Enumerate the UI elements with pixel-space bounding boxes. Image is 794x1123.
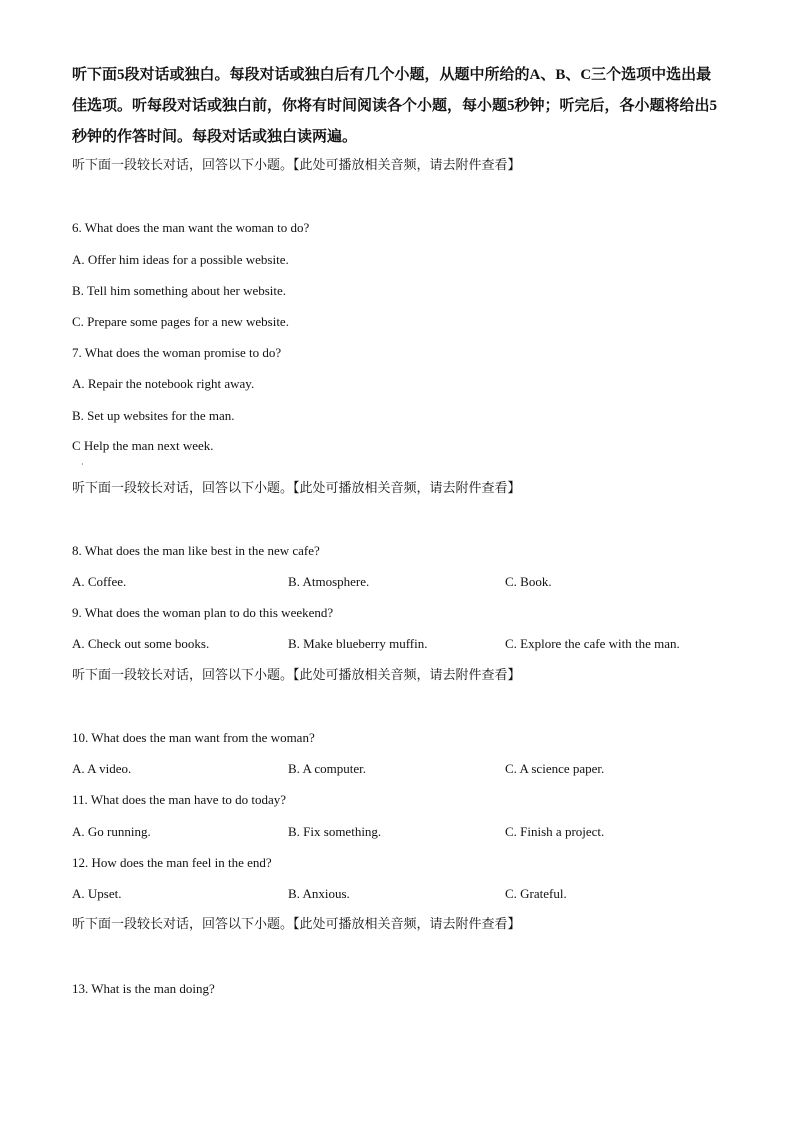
question-8-option-c: C. Book. (505, 574, 552, 589)
question-11-option-b: B. Fix something. (288, 824, 382, 839)
section-note-3: 听下面一段较长对话，回答以下小题。【此处可播放相关音频，请去附件查看】 (72, 668, 521, 683)
question-10-option-a: A. A video. (72, 761, 132, 776)
stray-dot-mark: · (81, 460, 84, 469)
question-11-option-c: C. Finish a project. (505, 824, 605, 839)
question-6-option-a: A. Offer him ideas for a possible website. (72, 252, 289, 267)
question-7-option-a: A. Repair the notebook right away. (72, 376, 255, 391)
question-6-option-b: B. Tell him something about her website. (72, 283, 287, 298)
question-9: 9. What does the woman plan to do this weekend? (72, 605, 334, 620)
question-10: 10. What does the man want from the woman? (72, 730, 315, 745)
question-10-option-b: B. A computer. (288, 761, 366, 776)
question-9-option-c: C. Explore the cafe with the man. (505, 636, 680, 651)
question-12-option-a: A. Upset. (72, 886, 122, 901)
section-note-4: 听下面一段较长对话，回答以下小题。【此处可播放相关音频，请去附件查看】 (72, 917, 521, 932)
section-note-2: 听下面一段较长对话，回答以下小题。【此处可播放相关音频，请去附件查看】 (72, 481, 521, 496)
question-8-option-a: A. Coffee. (72, 574, 127, 589)
question-12-option-c: C. Grateful. (505, 886, 567, 901)
question-11-option-a: A. Go running. (72, 824, 151, 839)
question-7-option-b: B. Set up websites for the man. (72, 408, 235, 423)
question-13: 13. What is the man doing? (72, 981, 215, 996)
question-6: 6. What does the man want the woman to do? (72, 220, 310, 235)
question-8-option-b: B. Atmosphere. (288, 574, 370, 589)
question-12-option-b: B. Anxious. (288, 886, 350, 901)
question-6-option-c: C. Prepare some pages for a new website. (72, 314, 289, 329)
question-8: 8. What does the man like best in the new cafe? (72, 543, 320, 558)
question-7-option-c: C Help the man next week. (72, 438, 214, 453)
listening-instructions: 听下面5段对话或独白。每段对话或独白后有几个小题，从题中所给的A、B、C三个选项中选出最佳选项。听每段对话或独白前，你将有时间阅读各个小题，每小题5秒钟；听完后，各小题将给出5秒钟的作答时间。每段对话或独白读两遍。 (72, 67, 718, 145)
question-7: 7. What does the woman promise to do? (72, 345, 282, 360)
question-9-option-a: A. Check out some books. (72, 636, 210, 651)
question-9-option-b: B. Make blueberry muffin. (288, 636, 428, 651)
question-11: 11. What does the man have to do today? (72, 792, 287, 807)
question-12: 12. How does the man feel in the end? (72, 855, 272, 870)
question-10-option-c: C. A science paper. (505, 761, 605, 776)
section-note-1: 听下面一段较长对话，回答以下小题。【此处可播放相关音频，请去附件查看】 (72, 158, 521, 173)
